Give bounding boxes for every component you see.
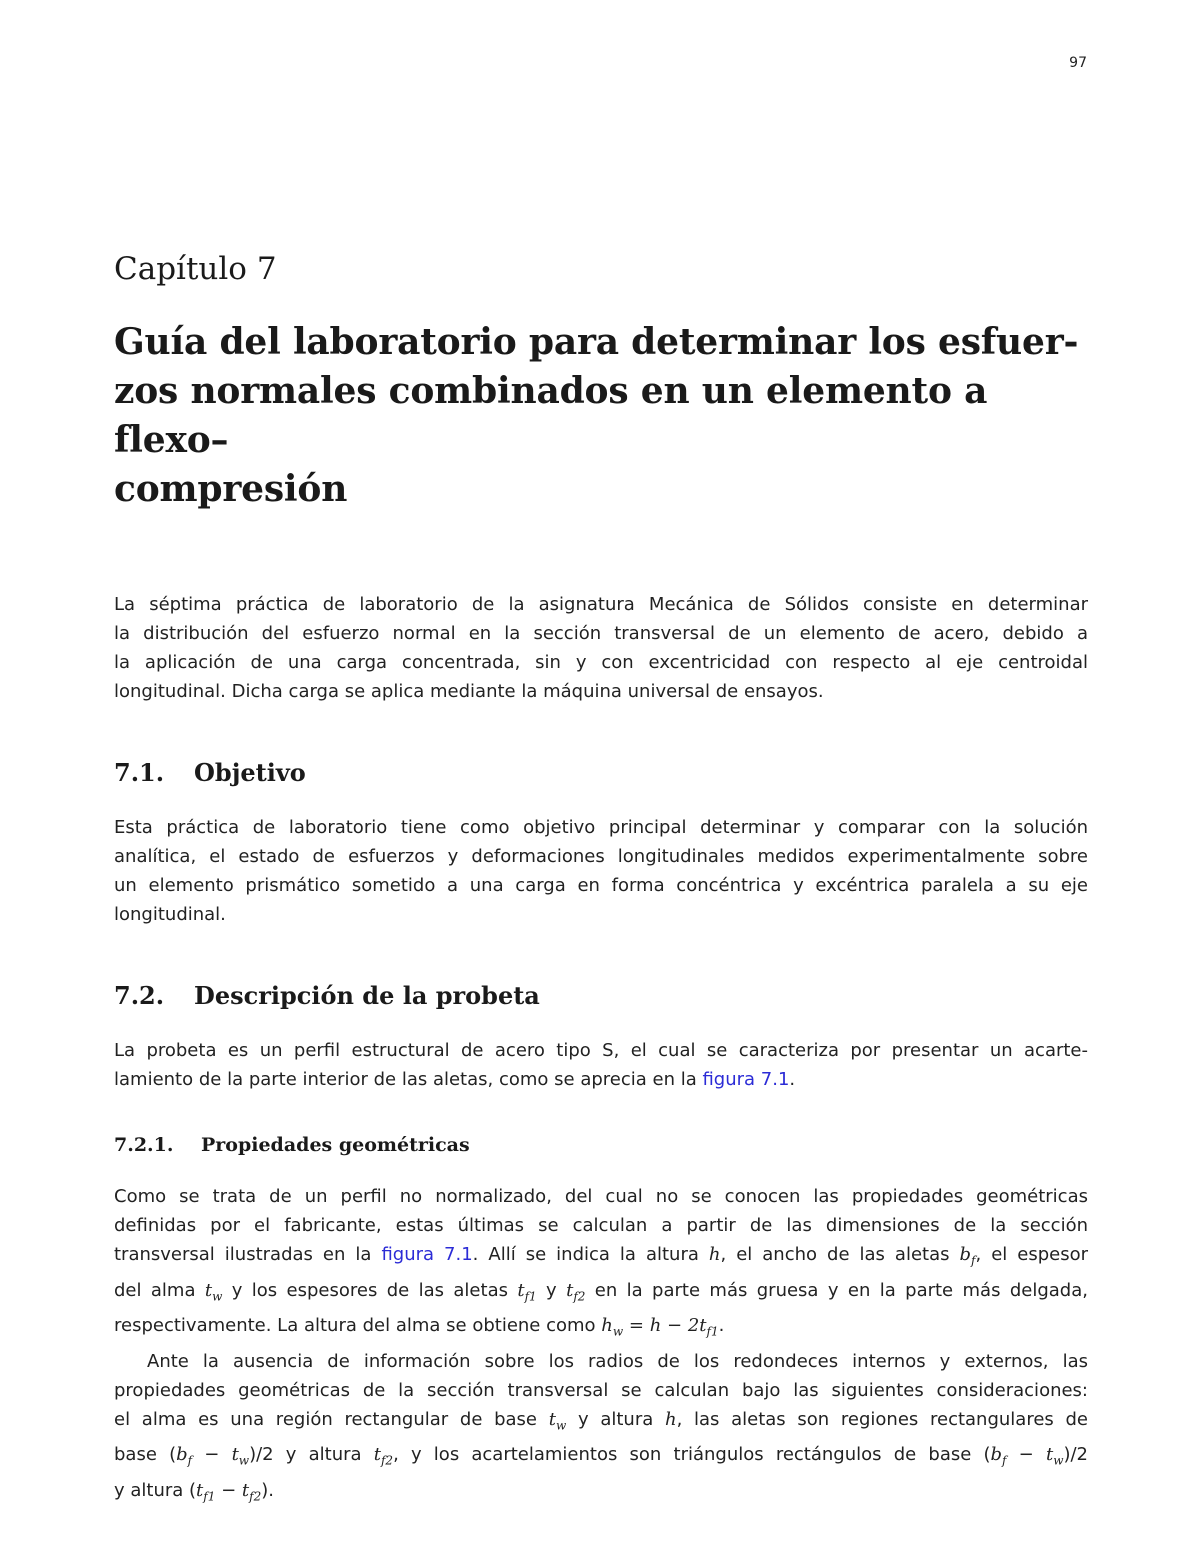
text-line: propiedades geométricas de la sección transversal se calculan bajo las siguientes consideraciones: (114, 1379, 1088, 1401)
subsection-heading-7-2-1 (114, 1132, 1088, 1158)
text-line (114, 1476, 1088, 1512)
math-symbol: $t_{f1}$ (196, 1479, 216, 1504)
text-fragment: , el ancho de las aletas (720, 1244, 960, 1265)
text-fragment: )/2 (1063, 1444, 1089, 1466)
section-heading-7-2 (114, 981, 1088, 1011)
text-line: La séptima práctica de laboratorio de la asignatura Mecánica de Sólidos consiste en determinar (114, 594, 1088, 615)
text-fragment: , el espesor (975, 1244, 1089, 1265)
math-symbol: $t_{f2}$ (373, 1444, 394, 1468)
text-fragment: ). (261, 1479, 274, 1501)
text-line: definidas por el fabricante, estas últimas se calculan a partir de las dimensiones de la sección (114, 1215, 1088, 1236)
text-line: longitudinal. Dicha carga se aplica mediante la máquina universal de ensayos. (114, 681, 824, 702)
geometric-properties-paragraph (114, 1182, 1088, 1347)
text-fragment: . (718, 1315, 725, 1337)
text-line: analítica, el estado de esfuerzos y deformaciones longitudinales medidos experimentalmente sobre (114, 846, 1088, 867)
text-fragment: − (192, 1444, 232, 1466)
math-symbol: $t_{f2}$ (566, 1279, 586, 1304)
text-fragment: )/2 y altura (249, 1444, 374, 1466)
chapter-title-line: zos normales combinados en un elemento a flexo– (114, 370, 988, 461)
math-symbol: $t_w$ (548, 1408, 567, 1433)
text-fragment: , las aletas son regiones rectangulares de (676, 1408, 1088, 1430)
text-fragment: el alma es una región rectangular de base (114, 1408, 549, 1430)
text-line: La probeta es un perfil estructural de acero tipo S, el cual se caracteriza por presentar un acarte- (114, 1040, 1088, 1061)
text-fragment: . (789, 1069, 796, 1090)
text-fragment: del alma (114, 1279, 205, 1301)
text-fragment: y altura (566, 1408, 665, 1430)
assumptions-paragraph (114, 1347, 1088, 1512)
text-line (114, 1311, 1088, 1347)
text-line (114, 1440, 1088, 1476)
text-fragment: , y los acartelamientos son triángulos rectángulos de base ( (393, 1444, 991, 1466)
text-fragment: y (536, 1279, 567, 1301)
text-fragment: transversal ilustradas en la (114, 1244, 382, 1265)
figure-link[interactable]: figura 7.1 (702, 1069, 790, 1090)
text-line: la aplicación de una carga concentrada, sin y con excentricidad con respecto al eje centroidal (114, 652, 1088, 673)
page-number: 97 (1069, 55, 1087, 71)
text-fragment: − (1006, 1444, 1046, 1466)
math-symbol: h (708, 1244, 721, 1265)
math-symbol: $t_w$ (204, 1279, 223, 1304)
math-symbol: $t_w$ (1045, 1444, 1064, 1468)
math-symbol: $t_w$ (231, 1444, 250, 1468)
text-line (114, 1065, 1088, 1094)
section-number: 7.2. (114, 981, 165, 1010)
math-symbol: $b_f$ (176, 1444, 193, 1468)
subsection-number: 7.2.1. (114, 1134, 174, 1156)
chapter-title-line: compresión (114, 468, 348, 510)
chapter-title (114, 318, 1088, 514)
text-line: longitudinal. (114, 904, 226, 925)
text-line: Como se trata de un perfil no normalizado, del cual no se conocen las propiedades geométricas (114, 1186, 1088, 1207)
math-symbol: h (664, 1408, 677, 1430)
math-symbol: $t_{f1}$ (517, 1279, 537, 1304)
text-fragment: lamiento de la parte interior de las aletas, como se aprecia en la (114, 1069, 703, 1090)
subsection-title: Propiedades geométricas (201, 1134, 470, 1156)
section-number: 7.1. (114, 758, 165, 787)
section-title: Descripción de la probeta (194, 981, 540, 1010)
text-fragment: base ( (114, 1444, 177, 1466)
section-title: Objetivo (194, 758, 306, 787)
math-symbol: $h_w = h - 2t_{f1}$ (601, 1315, 719, 1339)
figure-link[interactable]: figura 7.1 (381, 1244, 473, 1265)
chapter-title-line: Guía del laboratorio para determinar los esfuer- (114, 321, 1079, 363)
text-fragment: y altura ( (114, 1479, 197, 1501)
probeta-paragraph (114, 1036, 1088, 1094)
text-fragment: en la parte más gruesa y en la parte más delgada, (585, 1279, 1088, 1301)
math-symbol: $b_f$ (959, 1244, 976, 1268)
intro-paragraph (114, 590, 1088, 706)
text-line (114, 1276, 1088, 1312)
text-line: la distribución del esfuerzo normal en la sección transversal de un elemento de acero, debido a (114, 623, 1088, 644)
text-line (114, 1405, 1088, 1441)
text-line: Esta práctica de laboratorio tiene como objetivo principal determinar y comparar con la solución (114, 817, 1088, 838)
page-content (114, 250, 1088, 1512)
text-fragment: − (215, 1479, 242, 1501)
text-line: un elemento prismático sometido a una carga en forma concéntrica y excéntrica paralela a su eje (114, 875, 1088, 896)
math-symbol: $t_{f2}$ (241, 1479, 262, 1504)
section-heading-7-1 (114, 758, 1088, 788)
text-fragment: . Allí se indica la altura (472, 1244, 709, 1265)
chapter-label: Capítulo 7 (114, 251, 277, 287)
text-line: Ante la ausencia de información sobre los radios de los redondeces internos y externos, las (147, 1350, 1088, 1372)
text-fragment: y los espesores de las aletas (222, 1279, 518, 1301)
math-symbol: $b_f$ (990, 1444, 1007, 1468)
text-line (114, 1240, 1088, 1276)
objective-paragraph (114, 813, 1088, 929)
text-fragment: respectivamente. La altura del alma se obtiene como (114, 1315, 602, 1337)
